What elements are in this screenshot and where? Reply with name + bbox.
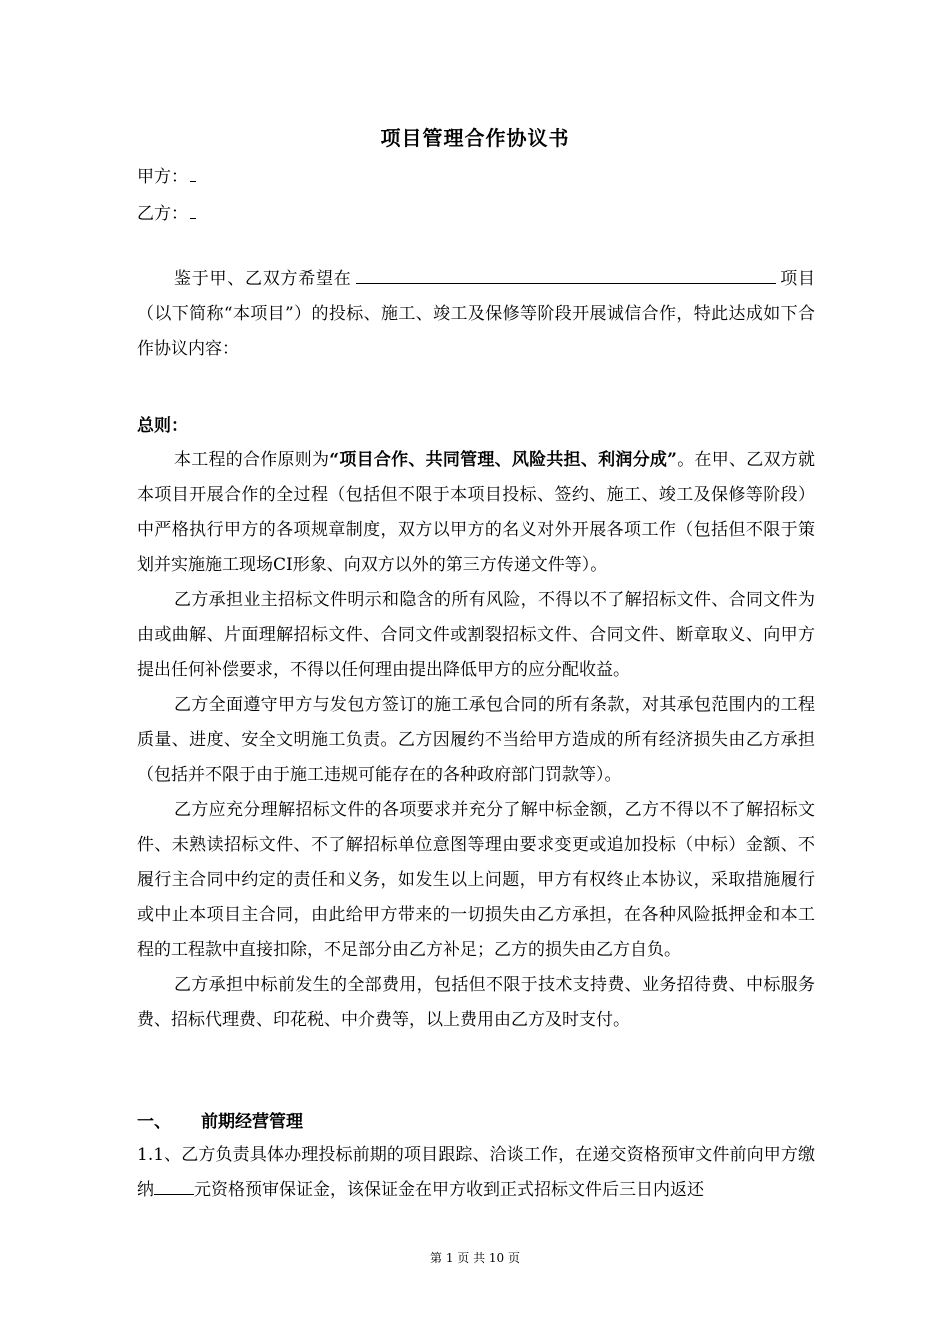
clause-1-1-after: 元资格预审保证金，该保证金在甲方收到正式招标文件后三日内返还 [194, 1180, 704, 1200]
p1-after: 。在甲、乙双方就本项目开展合作的全过程（包括但不限于本项目投标、签约、施工、竣工及保修等阶段）中严格执行甲方的各项规章制度，双方以甲方的名义对外开展各项工作（包括但不限于策划并实施施工现场CI形象、向双方以外的第三方传递文件等）。 [137, 450, 816, 575]
paragraph-5: 乙方承担中标前发生的全部费用，包括但不限于技术支持费、业务招待费、中标服务费、招标代理费、印花税、中介费等，以上费用由乙方及时支付。 [137, 975, 815, 1030]
party-a-blank [190, 167, 196, 182]
deposit-amount-blank [154, 1176, 194, 1195]
section-1-number: 一、 [137, 1112, 171, 1132]
paragraph-4: 乙方应充分理解招标文件的各项要求并充分了解中标金额，乙方不得以不了解招标文件、未熟读招标文件、不了解招标单位意图等理由要求变更或追加投标（中标）金额、不履行主合同中约定的责任和义务，如发生以上问题，甲方有权终止本协议，采取措施履行或中止本项目主合同，由此给甲方带来的一切损失由乙方承担，在各种风险抵押金和本工程的工程款中直接扣除，不足部分由乙方补足；乙方的损失由乙方自负。 [137, 800, 815, 960]
party-a-label: 甲方： [137, 167, 188, 187]
section-1-heading [137, 1107, 303, 1132]
project-name-blank [356, 265, 776, 284]
p1-before: 本工程的合作原则为 [174, 450, 330, 470]
intro-part1: 鉴于甲、乙双方希望在 [174, 269, 352, 289]
party-b-line [137, 199, 196, 224]
clause-1-1 [137, 1138, 815, 1208]
intro-part2: 项目（以下简称“本项目”）的投标、施工、竣工及保修等阶段开展诚信合作，特此达成如下合作协议内容： [137, 269, 815, 359]
clause-1-1-before: 1.1、乙方负责具体办理投标前期的项目跟踪、洽谈工作，在递交资格预审文件前向甲方缴纳 [137, 1145, 815, 1200]
general-heading: 总则： [137, 416, 188, 436]
section-1-title: 前期经营管理 [201, 1112, 303, 1132]
party-a-line [137, 162, 196, 187]
p1-emphasis: “项目合作、共同管理、风险共担、利润分成” [329, 450, 677, 470]
party-b-blank [190, 204, 196, 219]
general-body [137, 443, 815, 1038]
intro-paragraph [137, 262, 815, 367]
document-title: 项目管理合作协议书 [380, 126, 570, 150]
paragraph-1 [137, 443, 815, 583]
party-b-label: 乙方： [137, 204, 188, 224]
page-footer: 第 1 页 共 10 页 [430, 1251, 520, 1265]
paragraph-3: 乙方全面遵守甲方与发包方签订的施工承包合同的所有条款，对其承包范围内的工程质量、进度、安全文明施工负责。乙方因履约不当给甲方造成的所有经济损失由乙方承担（包括并不限于由于施工违规可能存在的各种政府部门罚款等）。 [137, 695, 815, 785]
paragraph-2: 乙方承担业主招标文件明示和隐含的所有风险，不得以不了解招标文件、合同文件为由或曲解、片面理解招标文件、合同文件或割裂招标文件、合同文件、断章取义、向甲方提出任何补偿要求，不得以任何理由提出降低甲方的应分配收益。 [137, 590, 815, 680]
